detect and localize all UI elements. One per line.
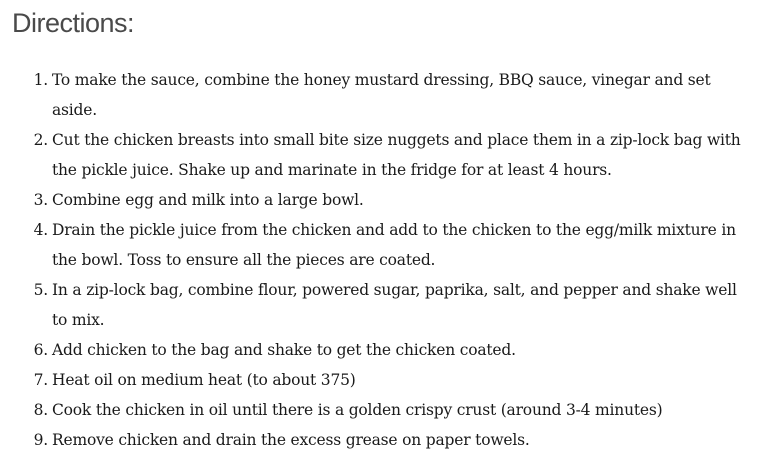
- step-number: 4.: [33, 221, 48, 239]
- direction-step: [33, 275, 752, 335]
- step-text: Drain the pickle juice from the chicken and add to the chicken to the egg/milk mixture in the bowl. Toss to ensure all the pieces are coated.: [52, 221, 736, 269]
- step-number: 3.: [33, 191, 48, 209]
- step-number: 5.: [33, 281, 48, 299]
- step-text: To make the sauce, combine the honey mustard dressing, BBQ sauce, vinegar and set aside.: [52, 71, 711, 119]
- step-text: Add chicken to the bag and shake to get the chicken coated.: [52, 341, 516, 359]
- direction-step: [33, 215, 752, 275]
- direction-step: [33, 185, 752, 215]
- step-number: 8.: [33, 401, 48, 419]
- directions-heading: Directions:: [12, 8, 135, 38]
- step-text: In a zip-lock bag, combine flour, powered sugar, paprika, salt, and pepper and shake well to mix.: [52, 281, 737, 329]
- step-text: Heat oil on medium heat (to about 375): [52, 371, 356, 389]
- direction-step: [33, 365, 752, 395]
- direction-step: [33, 335, 752, 365]
- step-text: Cook the chicken in oil until there is a golden crispy crust (around 3-4 minutes): [52, 401, 663, 419]
- step-number: 1.: [33, 71, 48, 89]
- step-text: Combine egg and milk into a large bowl.: [52, 191, 364, 209]
- step-number: 6.: [33, 341, 48, 359]
- direction-step: [33, 425, 752, 455]
- direction-step: [33, 395, 752, 425]
- step-number: 9.: [33, 431, 48, 449]
- step-number: 2.: [33, 131, 48, 149]
- direction-step: [33, 125, 752, 185]
- step-text: Cut the chicken breasts into small bite size nuggets and place them in a zip-lock bag with the pickle juice. Shake up and marinate in the fridge for at least 4 hours.: [52, 131, 741, 179]
- step-number: 7.: [33, 371, 48, 389]
- step-text: Remove chicken and drain the excess grease on paper towels.: [52, 431, 530, 449]
- direction-step: [33, 65, 752, 125]
- directions-list: [0, 65, 752, 455]
